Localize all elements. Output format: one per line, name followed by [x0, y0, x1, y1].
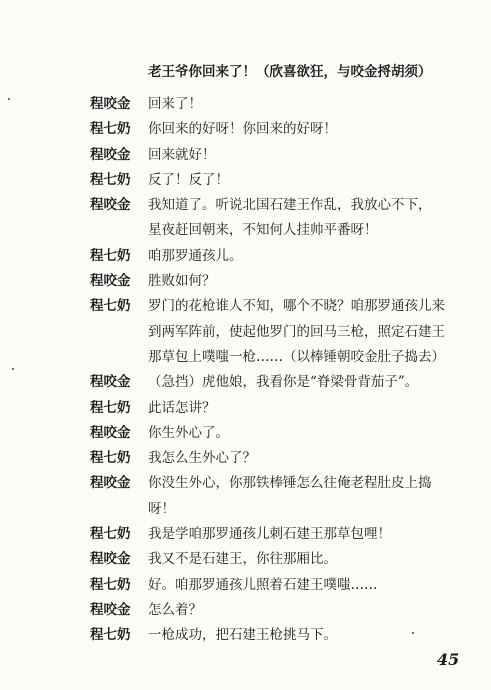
speech-text	[148, 92, 475, 117]
page-number: 45	[437, 650, 460, 669]
speech-text-line: 我知道了。听说北国石建王作乱，我放心不下，	[148, 197, 432, 214]
speaker-name: 程咬金	[90, 197, 131, 214]
speaker-name: 程七奶	[90, 399, 131, 416]
dialogue-line	[90, 168, 475, 193]
speaker-name: 程咬金	[90, 601, 131, 618]
dialogue-line	[90, 573, 475, 598]
speaker-name: 程七奶	[90, 298, 131, 315]
speech-text	[148, 471, 475, 522]
speech-text-line: 罗门的花枪谁人不知，哪个不晓？咱那罗通孩儿来	[148, 298, 445, 315]
dialogue-line	[90, 522, 475, 547]
speech-text	[148, 396, 475, 421]
dialogue-line	[90, 623, 475, 648]
opening-line: 老王爷你回来了！（欣喜欲狂，与咬金捋胡须）	[148, 64, 432, 80]
speaker-name: 程咬金	[90, 374, 131, 391]
speech-text	[148, 547, 475, 572]
speck	[12, 368, 14, 370]
speaker-name: 程咬金	[90, 273, 131, 290]
speech-text-line: 我怎么生外心了？	[148, 450, 256, 467]
dialogue-line	[90, 193, 475, 244]
speech-text-line: 我是学咱那罗通孩儿刺石建王那草包哩！	[148, 526, 391, 543]
speaker-name: 程咬金	[90, 551, 131, 568]
dialogue-line	[90, 370, 475, 395]
speech-text-line: 你回来的好呀！你回来的好呀！	[148, 121, 337, 138]
dialogue-line	[90, 117, 475, 142]
dialogue-line	[90, 269, 475, 294]
speech-text	[148, 446, 475, 471]
speaker-name: 程七奶	[90, 450, 131, 467]
speech-text-line: 胜败如何？	[148, 273, 216, 290]
speech-text-line: 咱那罗通孩儿。	[148, 247, 243, 264]
speck	[412, 632, 414, 634]
dialogue-line	[90, 92, 475, 117]
dialogue-line	[90, 547, 475, 572]
speech-text	[148, 269, 475, 294]
speech-text	[148, 117, 475, 142]
speech-text	[148, 244, 475, 269]
speech-text-line: 反了！反了！	[148, 171, 229, 188]
speech-text-line: 到两军阵前，使起他罗门的回马三枪，照定石建王	[148, 323, 445, 340]
dialogue-line	[90, 294, 475, 370]
speech-text-line: 你没生外心，你那铁棒锤怎么往俺老程肚皮上捣	[148, 475, 432, 492]
dialogue-list	[90, 92, 475, 649]
speaker-name: 程咬金	[90, 146, 131, 163]
speech-text	[148, 573, 475, 598]
speech-text-line: 我又不是石建王，你往那厢比。	[148, 551, 337, 568]
speaker-name: 程七奶	[90, 526, 131, 543]
speech-text	[148, 168, 475, 193]
speaker-name: 程七奶	[90, 171, 131, 188]
dialogue-line	[90, 244, 475, 269]
speaker-name: 程七奶	[90, 576, 131, 593]
speaker-name: 程七奶	[90, 247, 131, 264]
dialogue-line	[90, 598, 475, 623]
speaker-name: 程咬金	[90, 475, 131, 492]
dialogue-line	[90, 421, 475, 446]
speech-text	[148, 193, 475, 244]
speech-text-line: 一枪成功，把石建王枪挑马下。	[148, 627, 337, 644]
speech-text	[148, 294, 475, 370]
speech-text-line: 回来就好！	[148, 146, 216, 163]
speaker-name: 程七奶	[90, 627, 131, 644]
speech-text-line: （急挡）虎他娘，我看你是“脊梁骨背茄子”。	[148, 374, 419, 391]
dialogue-line	[90, 143, 475, 168]
speech-text	[148, 370, 475, 395]
speech-text-line: 呀！	[148, 500, 175, 517]
speech-text-line: 怎么着？	[148, 601, 202, 618]
speech-text	[148, 143, 475, 168]
speck	[8, 98, 10, 100]
speech-text-line: 好。咱那罗通孩儿照着石建王噗嗤……	[148, 576, 378, 593]
speech-text	[148, 421, 475, 446]
dialogue-line	[90, 471, 475, 522]
speech-text-line: 你生外心了。	[148, 424, 229, 441]
dialogue-line	[90, 446, 475, 471]
speech-text-line: 此话怎讲？	[148, 399, 216, 416]
speaker-name: 程七奶	[90, 121, 131, 138]
speech-text	[148, 623, 475, 648]
speaker-name: 程咬金	[90, 96, 131, 112]
speech-text-line: 那草包上噗嗤一枪……（以棒锤朝咬金肚子捣去）	[148, 348, 445, 365]
speech-text	[148, 598, 475, 623]
speaker-name: 程咬金	[90, 424, 131, 441]
speech-text	[148, 522, 475, 547]
dialogue-line	[90, 396, 475, 421]
speech-text-line: 星夜赶回朝来，不知何人挂帅平番呀！	[148, 222, 378, 239]
speech-text-line: 回来了！	[148, 96, 202, 112]
